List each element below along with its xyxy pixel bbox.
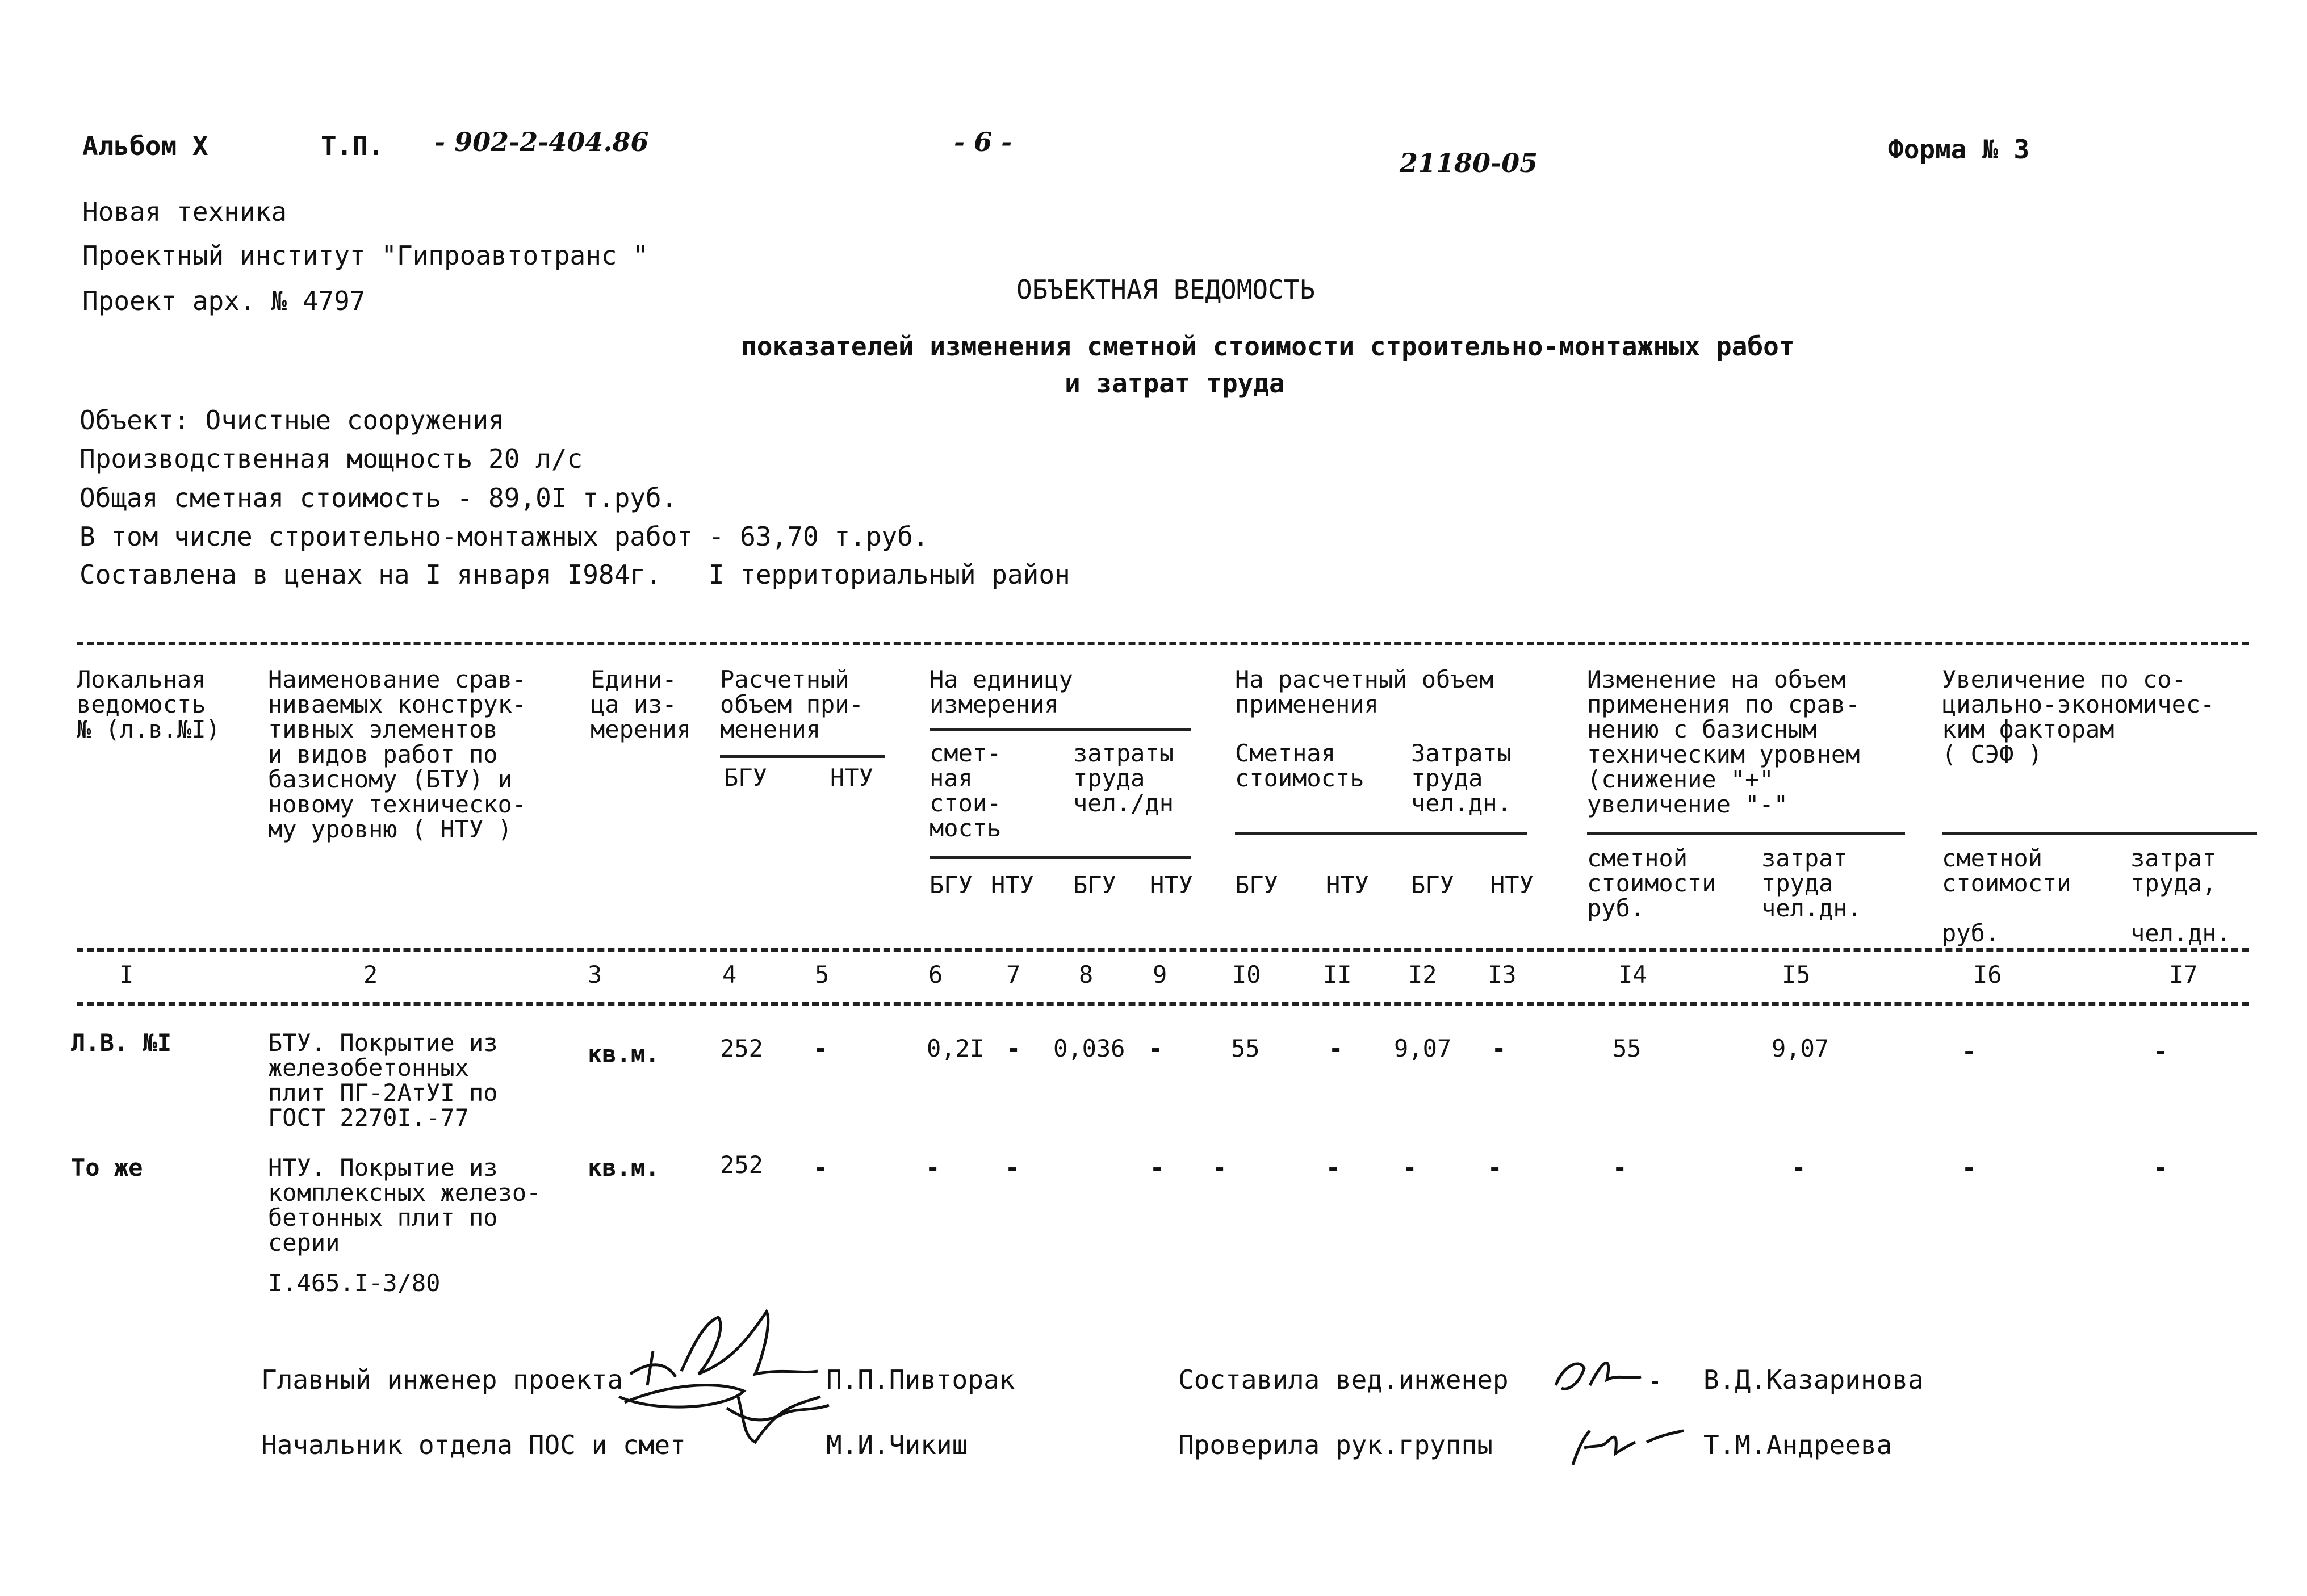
header-calc-labor: Затраты труда чел.дн. xyxy=(1411,739,1512,817)
row2-v4: 252 xyxy=(720,1151,763,1179)
department-head-name: М.И.Чикиш xyxy=(826,1430,968,1460)
row1-v10: 55 xyxy=(1231,1034,1260,1062)
column-number: 2 xyxy=(363,961,378,988)
capacity-line: Производственная мощность 20 л/с xyxy=(79,443,583,474)
column-number: I7 xyxy=(2169,961,2198,988)
row2-unit: кв.м. xyxy=(588,1154,660,1182)
row2-v15: - xyxy=(1791,1154,1806,1182)
header-volume-underline xyxy=(720,755,885,758)
header-per-unit-sub-underline xyxy=(930,856,1191,859)
row1-v6: 0,2I xyxy=(927,1034,985,1062)
column-number: I0 xyxy=(1232,961,1261,988)
header-col8: БГУ xyxy=(1073,871,1116,899)
row2-v13: - xyxy=(1613,1154,1627,1182)
row2-v17: - xyxy=(2153,1154,2168,1182)
header-col13: НТУ xyxy=(1490,871,1534,899)
column-number: II xyxy=(1323,961,1352,988)
column-number: 4 xyxy=(722,961,737,988)
album-label: Альбом Х xyxy=(82,131,208,161)
row1-v15: 9,07 xyxy=(1772,1034,1829,1062)
document-subtitle-1: показателей изменения сметной стоимости строительно-монтажных работ xyxy=(741,331,1795,362)
compiled-by-label: Составила вед.инженер xyxy=(1178,1364,1509,1395)
row1-v11: - xyxy=(1329,1034,1343,1062)
row1-unit: кв.м. xyxy=(588,1040,660,1068)
document-subtitle-2: и затрат труда xyxy=(1065,368,1285,399)
row1-v4: 252 xyxy=(720,1034,763,1062)
tp-number: - 902-2-404.86 xyxy=(434,127,649,157)
page-number: - 6 - xyxy=(954,127,1012,157)
column-number: I5 xyxy=(1782,961,1811,988)
row2-v16: - xyxy=(1962,1154,1977,1182)
header-per-unit: На единицу измерения xyxy=(930,665,1073,718)
header-col12: БГУ xyxy=(1411,871,1454,899)
row1-v14: 55 xyxy=(1613,1034,1642,1062)
chief-engineer-label: Главный инженер проекта xyxy=(261,1364,623,1395)
row2-name: НТУ. Покрытие из комплексных железо- бетонных плит по серии xyxy=(268,1154,541,1256)
column-number: I2 xyxy=(1408,961,1437,988)
project-archive-label: Проект арх. № 4797 xyxy=(82,286,366,316)
checked-by-signature xyxy=(1561,1414,1698,1476)
row1-v8: 0,036 xyxy=(1053,1034,1125,1062)
column-number: I4 xyxy=(1618,961,1647,988)
header-col-unit: Едини- ца из- мерения xyxy=(591,665,692,743)
header-per-unit-cost: смет- ная стои- мость xyxy=(930,739,1002,842)
row2-v9b: - xyxy=(1212,1154,1227,1182)
header-increase-underline xyxy=(1942,832,2257,835)
total-cost-line: Общая сметная стоимость - 89,0I т.руб. xyxy=(79,483,677,513)
document-title: ОБЪЕКТНАЯ ВЕДОМОСТЬ xyxy=(1016,274,1316,305)
prices-line: Составлена в ценах на I января I984г. I территориальный район xyxy=(79,559,1070,590)
row1-v7: - xyxy=(1006,1034,1021,1062)
tp-label: Т.П. xyxy=(321,131,384,161)
row2-v6: - xyxy=(926,1154,940,1182)
column-number: I3 xyxy=(1488,961,1517,988)
header-calc-cost: Сметная стоимость xyxy=(1235,739,1364,792)
row2-ref: То же xyxy=(71,1154,143,1182)
column-number: 8 xyxy=(1079,961,1094,988)
row2-v11: - xyxy=(1402,1154,1417,1182)
column-number: 9 xyxy=(1153,961,1167,988)
chief-engineer-name: П.П.Пивторак xyxy=(826,1364,1015,1395)
row2-v9: - xyxy=(1150,1154,1165,1182)
row1-v5: - xyxy=(813,1034,828,1062)
header-col-volume: Расчетный объем при- менения xyxy=(720,665,864,743)
header-increase-labor: затрат труда, чел.дн. xyxy=(2130,844,2231,947)
row1-ref: Л.В. №I xyxy=(71,1029,172,1057)
table-top-rule xyxy=(77,642,2249,645)
doc-code: 21180-05 xyxy=(1400,148,1538,178)
header-col4: БГУ xyxy=(724,764,767,791)
row2-v5: - xyxy=(813,1154,828,1182)
department-head-signature xyxy=(732,1385,823,1453)
column-number: 7 xyxy=(1006,961,1021,988)
header-change-labor: затрат труда чел.дн. xyxy=(1761,844,1862,922)
header-change-cost: сметной стоимости руб. xyxy=(1587,844,1716,922)
row2-v10: - xyxy=(1326,1154,1341,1182)
row1-name: БТУ. Покрытие из железобетонных плит ПГ-2АтУI по ГОСТ 2270I.-77 xyxy=(268,1029,498,1132)
row2-v7: - xyxy=(1005,1154,1020,1182)
row2-series: I.465.I-3/80 xyxy=(268,1269,441,1297)
header-col11: НТУ xyxy=(1326,871,1369,899)
checked-by-name: Т.М.Андреева xyxy=(1703,1430,1893,1460)
row1-v13: - xyxy=(1492,1034,1506,1062)
header-calc-underline xyxy=(1235,832,1527,835)
header-increase: Увеличение по со- циально-экономичес- ким факторам ( СЭФ ) xyxy=(1942,665,2215,768)
compiled-by-name: В.Д.Казаринова xyxy=(1703,1364,1924,1395)
header-change-underline xyxy=(1587,832,1905,835)
row1-v16: - xyxy=(1962,1037,1977,1065)
header-col7: НТУ xyxy=(991,871,1034,899)
row1-v17: - xyxy=(2153,1037,2168,1065)
row1-v12: 9,07 xyxy=(1394,1034,1452,1062)
header-col9: НТУ xyxy=(1150,871,1193,899)
column-numbers-top-rule xyxy=(77,948,2249,952)
header-col-local-statement: Локальная ведомость № (л.в.№I) xyxy=(77,665,220,743)
header-per-unit-underline xyxy=(930,728,1191,731)
column-number: I6 xyxy=(1973,961,2002,988)
header-col5: НТУ xyxy=(830,764,873,791)
institute-label: Проектный институт "Гипроавтотранс " xyxy=(82,240,648,271)
column-number: 6 xyxy=(928,961,943,988)
header-change: Изменение на объем применения по срав- нению с базисным техническим уровнем (снижение "+" увеличение "-" xyxy=(1587,665,1860,818)
header-col10: БГУ xyxy=(1235,871,1278,899)
row2-v12: - xyxy=(1488,1154,1502,1182)
header-col6: БГУ xyxy=(930,871,973,899)
column-number: I xyxy=(119,961,134,988)
object-line: Объект: Очистные сооружения xyxy=(79,405,504,435)
column-number: 5 xyxy=(815,961,830,988)
header-per-unit-labor: затраты труда чел./дн xyxy=(1073,739,1174,817)
header-calc-volume: На расчетный объем применения xyxy=(1235,665,1494,718)
header-increase-cost: сметной стоимости руб. xyxy=(1942,844,2071,947)
new-technology-label: Новая техника xyxy=(82,196,287,227)
compiled-by-signature xyxy=(1544,1346,1675,1408)
column-numbers-bottom-rule xyxy=(77,1002,2249,1006)
row1-v9: - xyxy=(1148,1034,1163,1062)
department-head-label: Начальник отдела ПОС и смет xyxy=(261,1430,686,1460)
construction-cost-line: В том числе строительно-монтажных работ - 63,70 т.руб. xyxy=(79,521,929,552)
checked-by-label: Проверила рук.группы xyxy=(1178,1430,1493,1460)
column-number: 3 xyxy=(588,961,602,988)
form-number: Форма № 3 xyxy=(1888,134,2030,165)
header-col-name: Наименование срав- ниваемых конструк- тивных элементов и видов работ по базисному (БТУ) и новому техническо- му уровню ( НТУ ) xyxy=(268,665,527,843)
